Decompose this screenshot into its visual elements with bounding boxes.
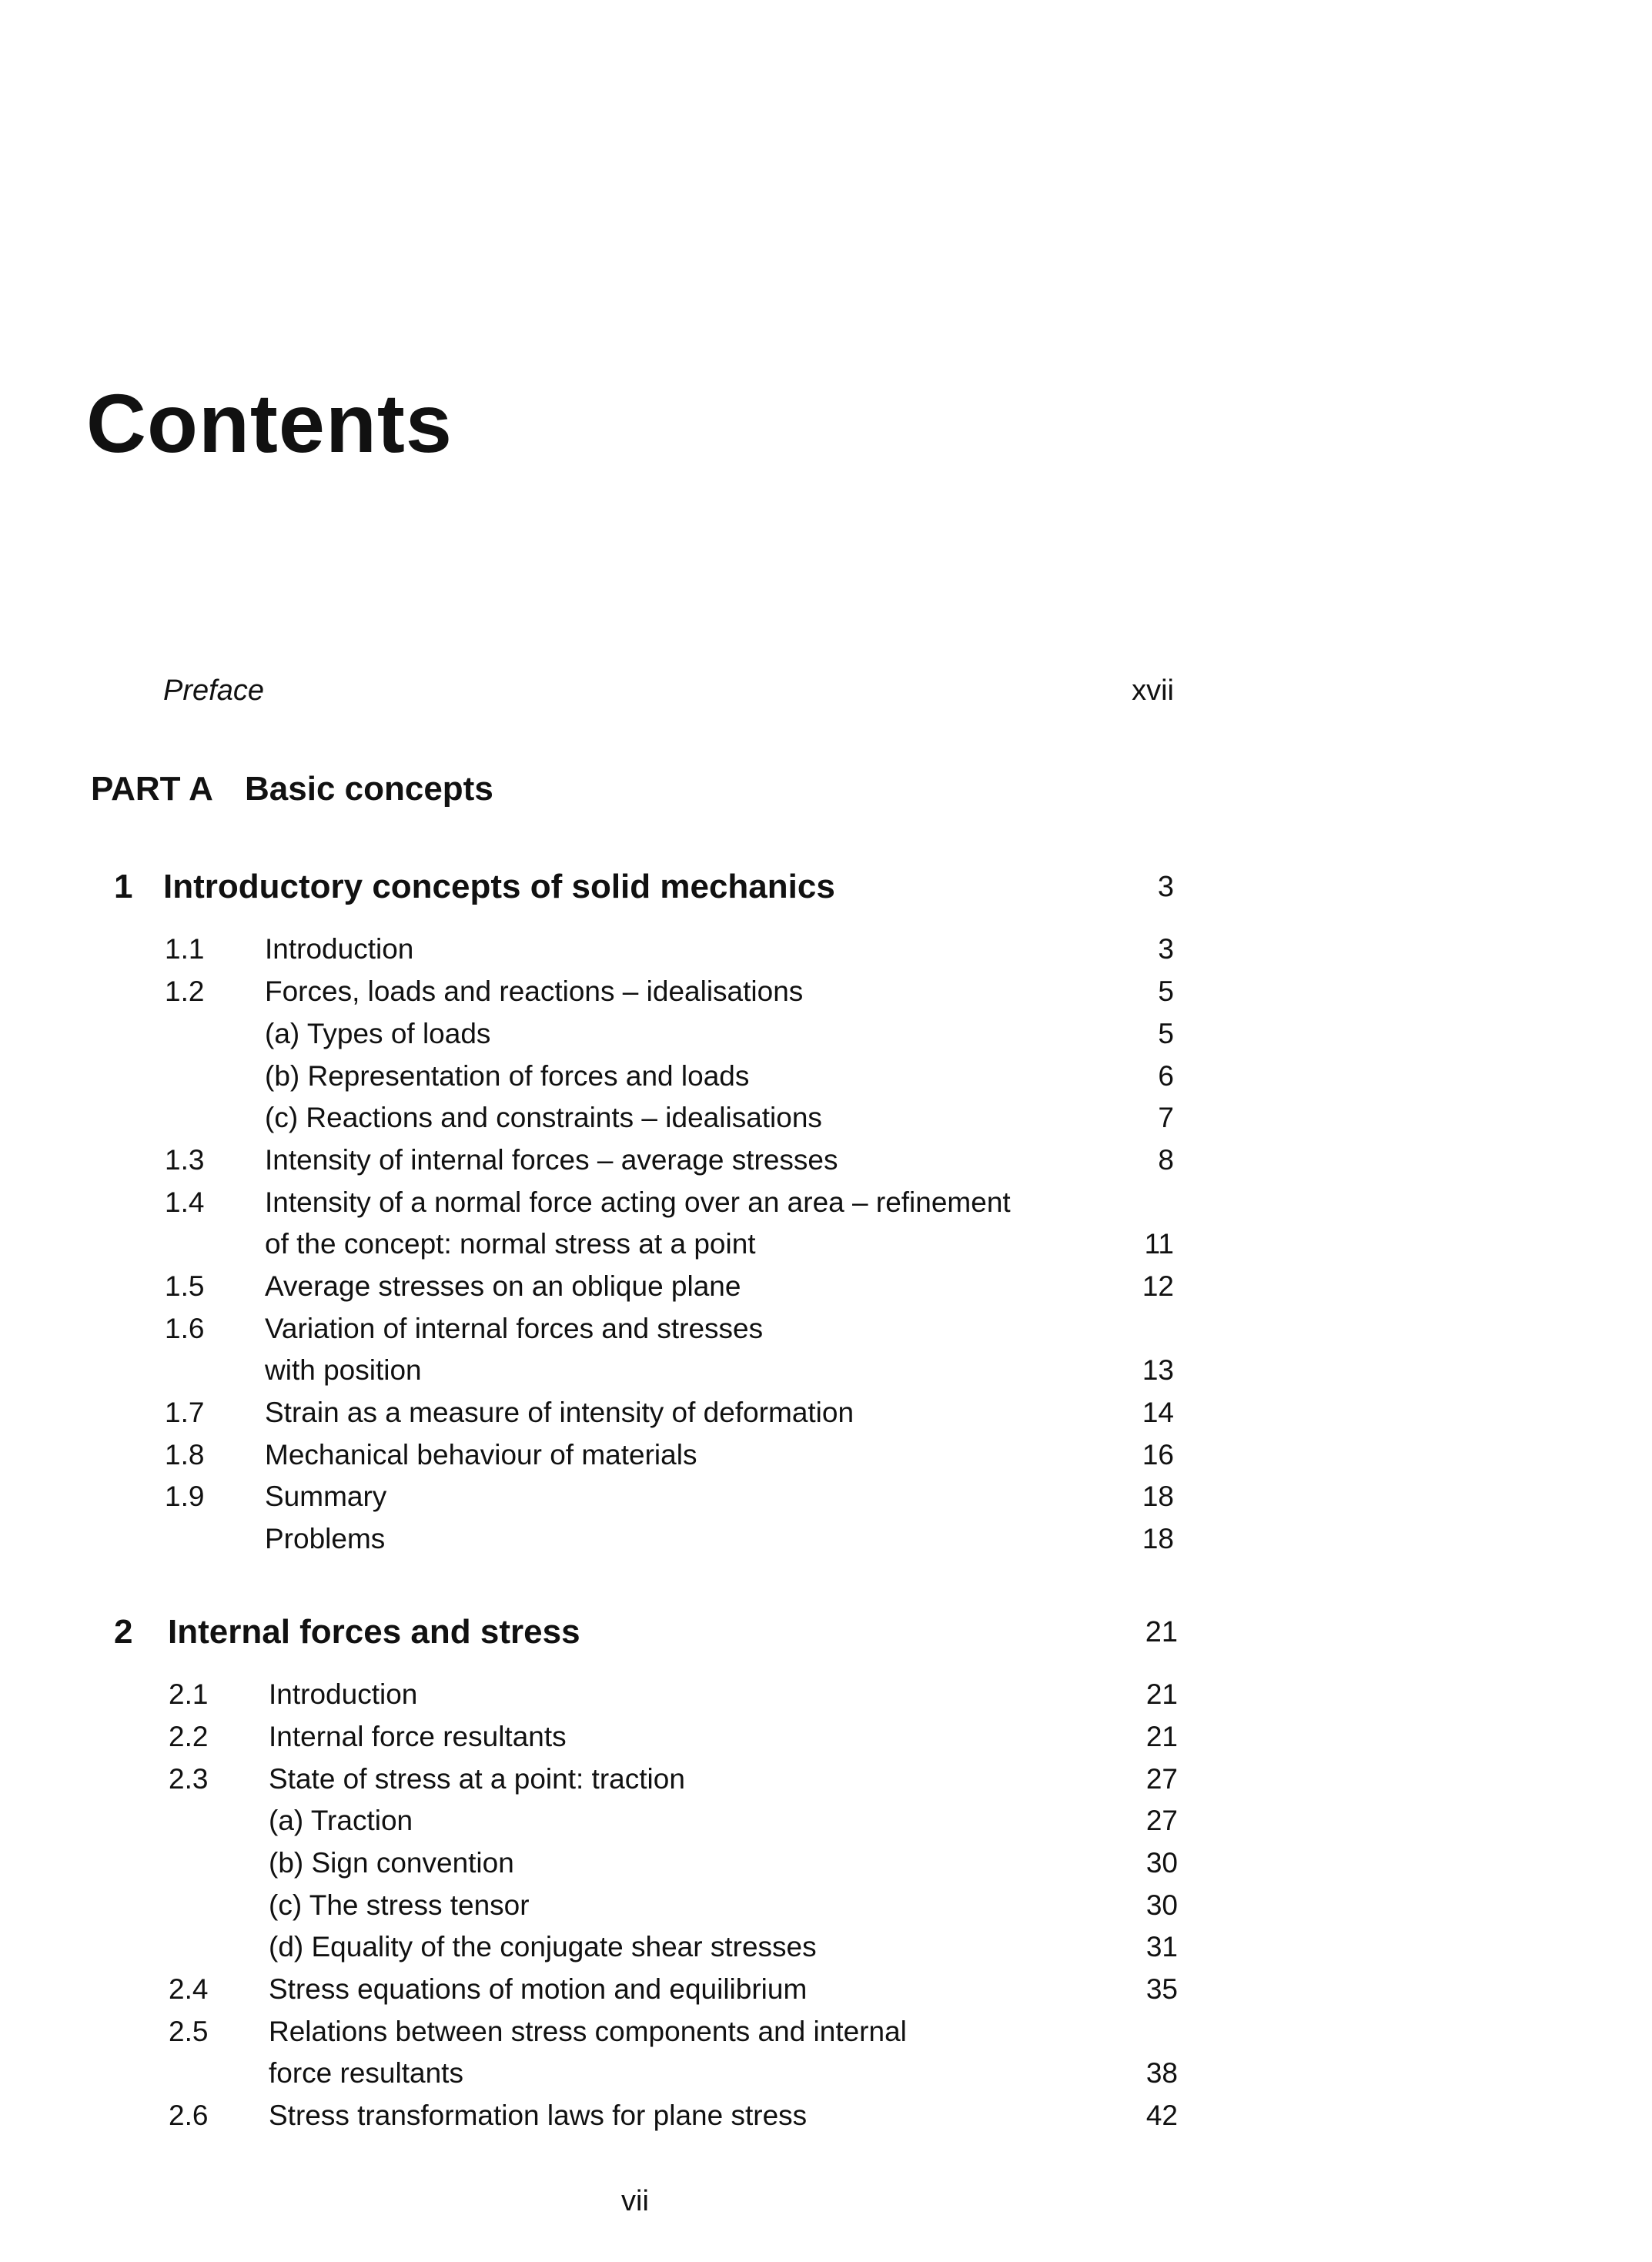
section-title: Strain as a measure of intensity of deformation <box>265 1397 854 1428</box>
section-number: 1.4 <box>165 1186 205 1218</box>
section-title-continued: with position <box>265 1354 422 1386</box>
chapter-1-number: 1 <box>114 868 133 905</box>
section-title: State of stress at a point: traction <box>269 1763 685 1795</box>
section-number: 1.8 <box>165 1439 205 1471</box>
section-number: 2.5 <box>169 2016 209 2047</box>
section-title: Introduction <box>269 1678 418 1710</box>
section-number: 1.2 <box>165 975 205 1007</box>
subsection-title: (d) Equality of the conjugate shear stresses <box>269 1931 817 1963</box>
section-number: 1.1 <box>165 933 205 965</box>
section-page: 18 <box>1142 1523 1174 1554</box>
preface-label: Preface <box>163 674 264 707</box>
section-page: 5 <box>1158 1018 1174 1049</box>
section-number: 1.3 <box>165 1144 205 1176</box>
section-number: 1.5 <box>165 1270 205 1302</box>
section-page: 35 <box>1145 1973 1178 2005</box>
section-page: 11 <box>1144 1228 1174 1260</box>
section-page: 5 <box>1158 975 1174 1007</box>
part-title: Basic concepts <box>245 770 493 808</box>
section-page: 30 <box>1145 1847 1178 1879</box>
section-number: 1.6 <box>165 1313 205 1344</box>
section-number: 1.7 <box>165 1397 205 1428</box>
section-title: Relations between stress components and internal <box>269 2016 907 2047</box>
section-page: 16 <box>1142 1439 1174 1471</box>
section-page: 21 <box>1145 1678 1178 1710</box>
section-number: 2.2 <box>169 1721 209 1752</box>
section-title: Introduction <box>265 933 414 965</box>
section-title: Stress equations of motion and equilibrium <box>269 1973 808 2005</box>
page-title: Contents <box>86 376 453 470</box>
section-page: 42 <box>1145 2100 1178 2131</box>
section-title: Summary <box>265 1481 387 1512</box>
section-title: Intensity of internal forces – average stresses <box>265 1144 838 1176</box>
section-page: 13 <box>1142 1354 1174 1386</box>
section-page: 3 <box>1158 933 1174 965</box>
chapter-1-title: Introductory concepts of solid mechanics <box>163 868 835 905</box>
section-page: 21 <box>1145 1721 1178 1752</box>
section-page: 18 <box>1142 1481 1174 1512</box>
section-title-continued: force resultants <box>269 2057 463 2089</box>
section-page: 14 <box>1142 1397 1174 1428</box>
section-page: 27 <box>1145 1805 1178 1836</box>
section-page: 38 <box>1145 2057 1178 2089</box>
chapter-1-page: 3 <box>1157 871 1174 903</box>
section-page: 12 <box>1142 1270 1174 1302</box>
footer-page-number: vii <box>621 2185 649 2217</box>
section-title: Intensity of a normal force acting over an area – refinement <box>265 1186 1011 1218</box>
section-title-continued: of the concept: normal stress at a point <box>265 1228 756 1260</box>
subsection-title: (c) The stress tensor <box>269 1889 530 1921</box>
subsection-title: (b) Sign convention <box>269 1847 514 1879</box>
section-number: 1.9 <box>165 1481 205 1512</box>
section-number: 2.1 <box>169 1678 209 1710</box>
subsection-title: (c) Reactions and constraints – idealisations <box>265 1102 822 1133</box>
section-title: Mechanical behaviour of materials <box>265 1439 697 1471</box>
chapter-2-page: 21 <box>1145 1616 1178 1648</box>
section-title: Forces, loads and reactions – idealisations <box>265 975 804 1007</box>
section-title: Problems <box>265 1523 386 1554</box>
section-title: Variation of internal forces and stresses <box>265 1313 764 1344</box>
section-page: 27 <box>1145 1763 1178 1795</box>
section-title: Stress transformation laws for plane stress <box>269 2100 808 2131</box>
section-title: Internal force resultants <box>269 1721 567 1752</box>
section-number: 2.6 <box>169 2100 209 2131</box>
subsection-title: (a) Traction <box>269 1805 413 1836</box>
chapter-2-title: Internal forces and stress <box>168 1613 580 1651</box>
section-number: 2.3 <box>169 1763 209 1795</box>
section-page: 31 <box>1145 1931 1178 1963</box>
preface-page-number: xvii <box>1132 674 1174 707</box>
section-page: 30 <box>1145 1889 1178 1921</box>
section-page: 8 <box>1158 1144 1174 1176</box>
part-label: PART A <box>91 770 213 808</box>
section-page: 6 <box>1158 1060 1174 1092</box>
subsection-title: (a) Types of loads <box>265 1018 491 1049</box>
subsection-title: (b) Representation of forces and loads <box>265 1060 750 1092</box>
chapter-2-number: 2 <box>114 1613 133 1651</box>
section-page: 7 <box>1158 1102 1174 1133</box>
section-number: 2.4 <box>169 1973 209 2005</box>
section-title: Average stresses on an oblique plane <box>265 1270 741 1302</box>
